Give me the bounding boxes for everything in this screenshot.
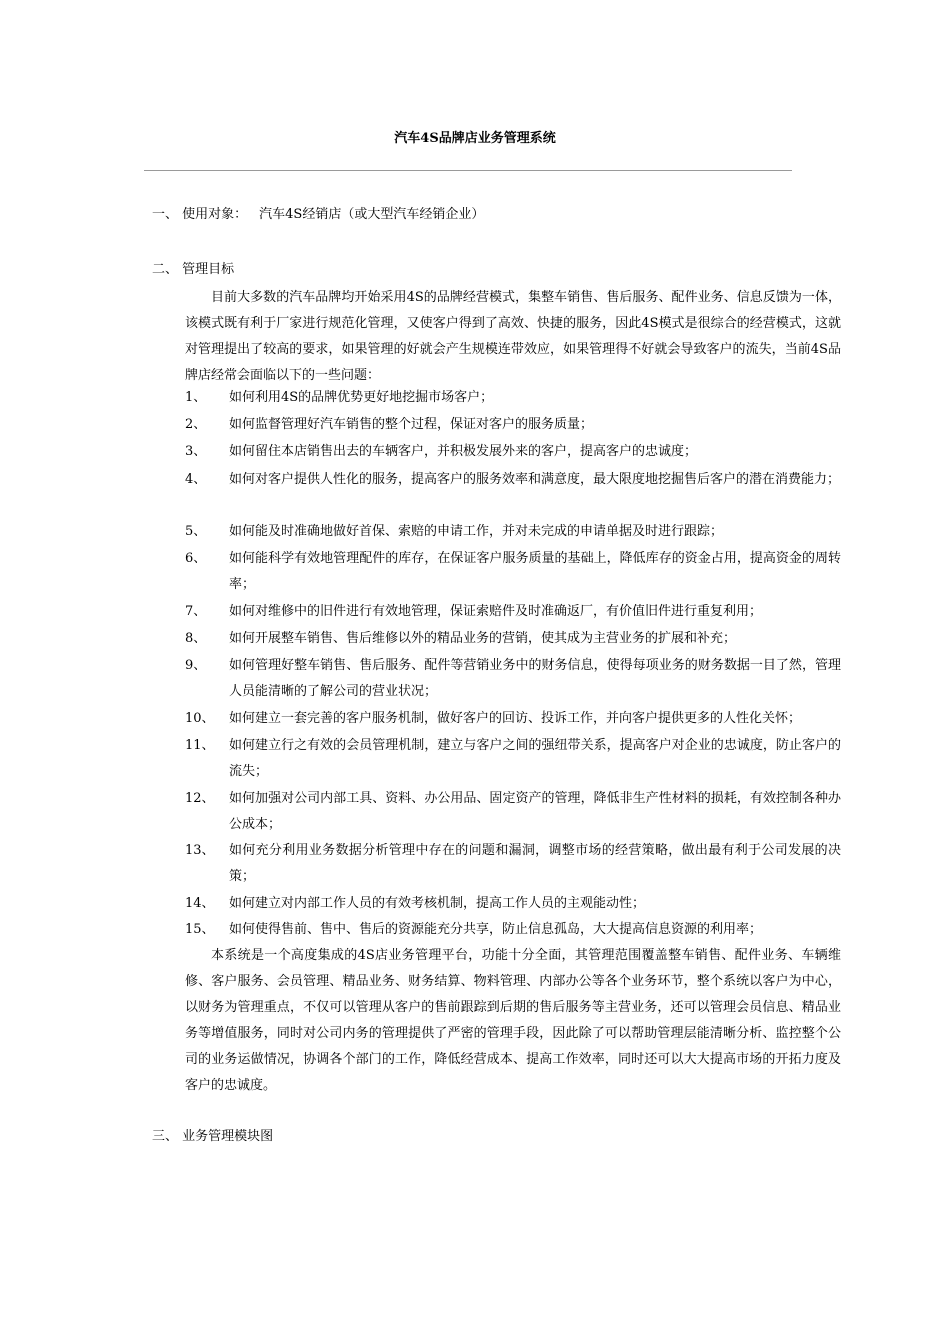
list-item-text: 如何管理好整车销售、售后服务、配件等营销业务中的财务信息，使得每项业务的财务数据一目了然，管理人员能清晰的了解公司的营业状况；: [229, 658, 841, 699]
list-item-text: 如何开展整车销售、售后维修以外的精品业务的营销，使其成为主营业务的扩展和补充；: [229, 631, 737, 646]
list-item-text: 如何加强对公司内部工具、资料、办公用品、固定资产的管理，降低非生产性材料的损耗，有效控制各种办公成本；: [229, 791, 841, 832]
list-item-text: 如何对维修中的旧件进行有效地管理，保证索赔件及时准确返厂，有价值旧件进行重复利用；: [229, 604, 763, 619]
list-item-text: 如何对客户提供人性化的服务，提高客户的服务效率和满意度，最大限度地挖掘售后客户的潜在消费能力；: [229, 472, 841, 487]
list-item-text: 如何利用4S的品牌优势更好地挖掘市场客户；: [229, 390, 494, 405]
list-item-number: 13、: [185, 843, 215, 858]
section-2-summary: 本系统是一个高度集成的4S店业务管理平台，功能十分全面，其管理范围覆盖整车销售、配件业务、车辆维修、客户服务、会员管理、精品业务、财务结算、物料管理、内部办公等各个业务环节，整个系统以客户为中心，以财务为管理重点，不仅可以管理从客户的售前跟踪到后期的售后服务等主营业务，还可以管理会员信息、精品业务等增值服务，同时对公司内务的管理提供了严密的管理手段，因此除了可以帮助管理层能清晰分析、监控整个公司的业务运做情况，协调各个部门的工作，降低经营成本、提高工作效率，同时还可以大大提高市场的开拓力度及客户的忠诚度。: [185, 948, 841, 1093]
list-item-number: 4、: [185, 472, 207, 487]
list-item-number: 2、: [185, 417, 207, 432]
list-item-text: 如何建立一套完善的客户服务机制，做好客户的回访、投诉工作，并向客户提供更多的人性化关怀；: [229, 711, 802, 726]
section-3-heading: 三、 业务管理模块图: [152, 1129, 274, 1144]
list-item: [185, 546, 841, 598]
list-item-number: 7、: [185, 604, 207, 619]
list-item-text: 如何能及时准确地做好首保、索赔的申请工作，并对未完成的申请单据及时进行跟踪；: [229, 524, 724, 539]
section-1-label: 一、 使用对象：: [152, 207, 248, 222]
list-item-number: 8、: [185, 631, 207, 646]
list-item-number: 12、: [185, 791, 215, 806]
list-item: [185, 838, 841, 890]
list-item-number: 14、: [185, 896, 215, 911]
list-item-number: 9、: [185, 658, 207, 673]
list-item: [185, 385, 841, 411]
list-item: [185, 917, 841, 943]
list-item-number: 3、: [185, 444, 207, 459]
list-item-number: 15、: [185, 922, 215, 937]
list-item-text: 如何建立对内部工作人员的有效考核机制，提高工作人员的主观能动性；: [229, 896, 646, 911]
list-item-text: 如何留住本店销售出去的车辆客户，并积极发展外来的客户，提高客户的忠诚度；: [229, 444, 698, 459]
list-item-number: 5、: [185, 524, 207, 539]
list-item: [185, 412, 841, 438]
list-item: [185, 891, 841, 917]
section-2-heading: 二、 管理目标: [152, 262, 235, 277]
list-item-number: 6、: [185, 551, 207, 566]
list-item: [185, 519, 841, 545]
list-item-number: 1、: [185, 390, 207, 405]
title-divider: [144, 170, 792, 171]
list-item: [185, 626, 841, 652]
list-item: [185, 706, 841, 732]
list-item: [185, 786, 841, 838]
list-item: [185, 599, 841, 625]
list-item: [185, 653, 841, 705]
list-item-text: 如何建立行之有效的会员管理机制，建立与客户之间的强纽带关系，提高客户对企业的忠诚度，防止客户的流失；: [229, 738, 841, 779]
list-item-text: 如何监督管理好汽车销售的整个过程，保证对客户的服务质量；: [229, 417, 594, 432]
section-1: [152, 206, 484, 224]
list-item-number: 10、: [185, 711, 215, 726]
list-item-text: 如何使得售前、售中、售后的资源能充分共享，防止信息孤岛，大大提高信息资源的利用率；: [229, 922, 763, 937]
document-title: 汽车4S品牌店业务管理系统: [394, 131, 556, 146]
list-item: [185, 467, 841, 493]
section-1-value: 汽车4S经销店（或大型汽车经销企业）: [259, 207, 485, 222]
list-item-text: 如何充分利用业务数据分析管理中存在的问题和漏洞，调整市场的经营策略，做出最有利于公司发展的决策；: [229, 843, 841, 884]
list-item-text: 如何能科学有效地管理配件的库存，在保证客户服务质量的基础上，降低库存的资金占用，提高资金的周转率；: [229, 551, 841, 592]
list-item-number: 11、: [185, 738, 215, 753]
list-item: [185, 733, 841, 785]
list-item: [185, 439, 841, 465]
section-2-intro: 目前大多数的汽车品牌均开始采用4S的品牌经营模式，集整车销售、售后服务、配件业务、信息反馈为一体，该模式既有利于厂家进行规范化管理，又使客户得到了高效、快捷的服务，因此4S模式是很综合的经营模式，这就对管理提出了较高的要求，如果管理的好就会产生规模连带效应，如果管理得不好就会导致客户的流失，当前4S品牌店经常会面临以下的一些问题：: [185, 290, 841, 383]
